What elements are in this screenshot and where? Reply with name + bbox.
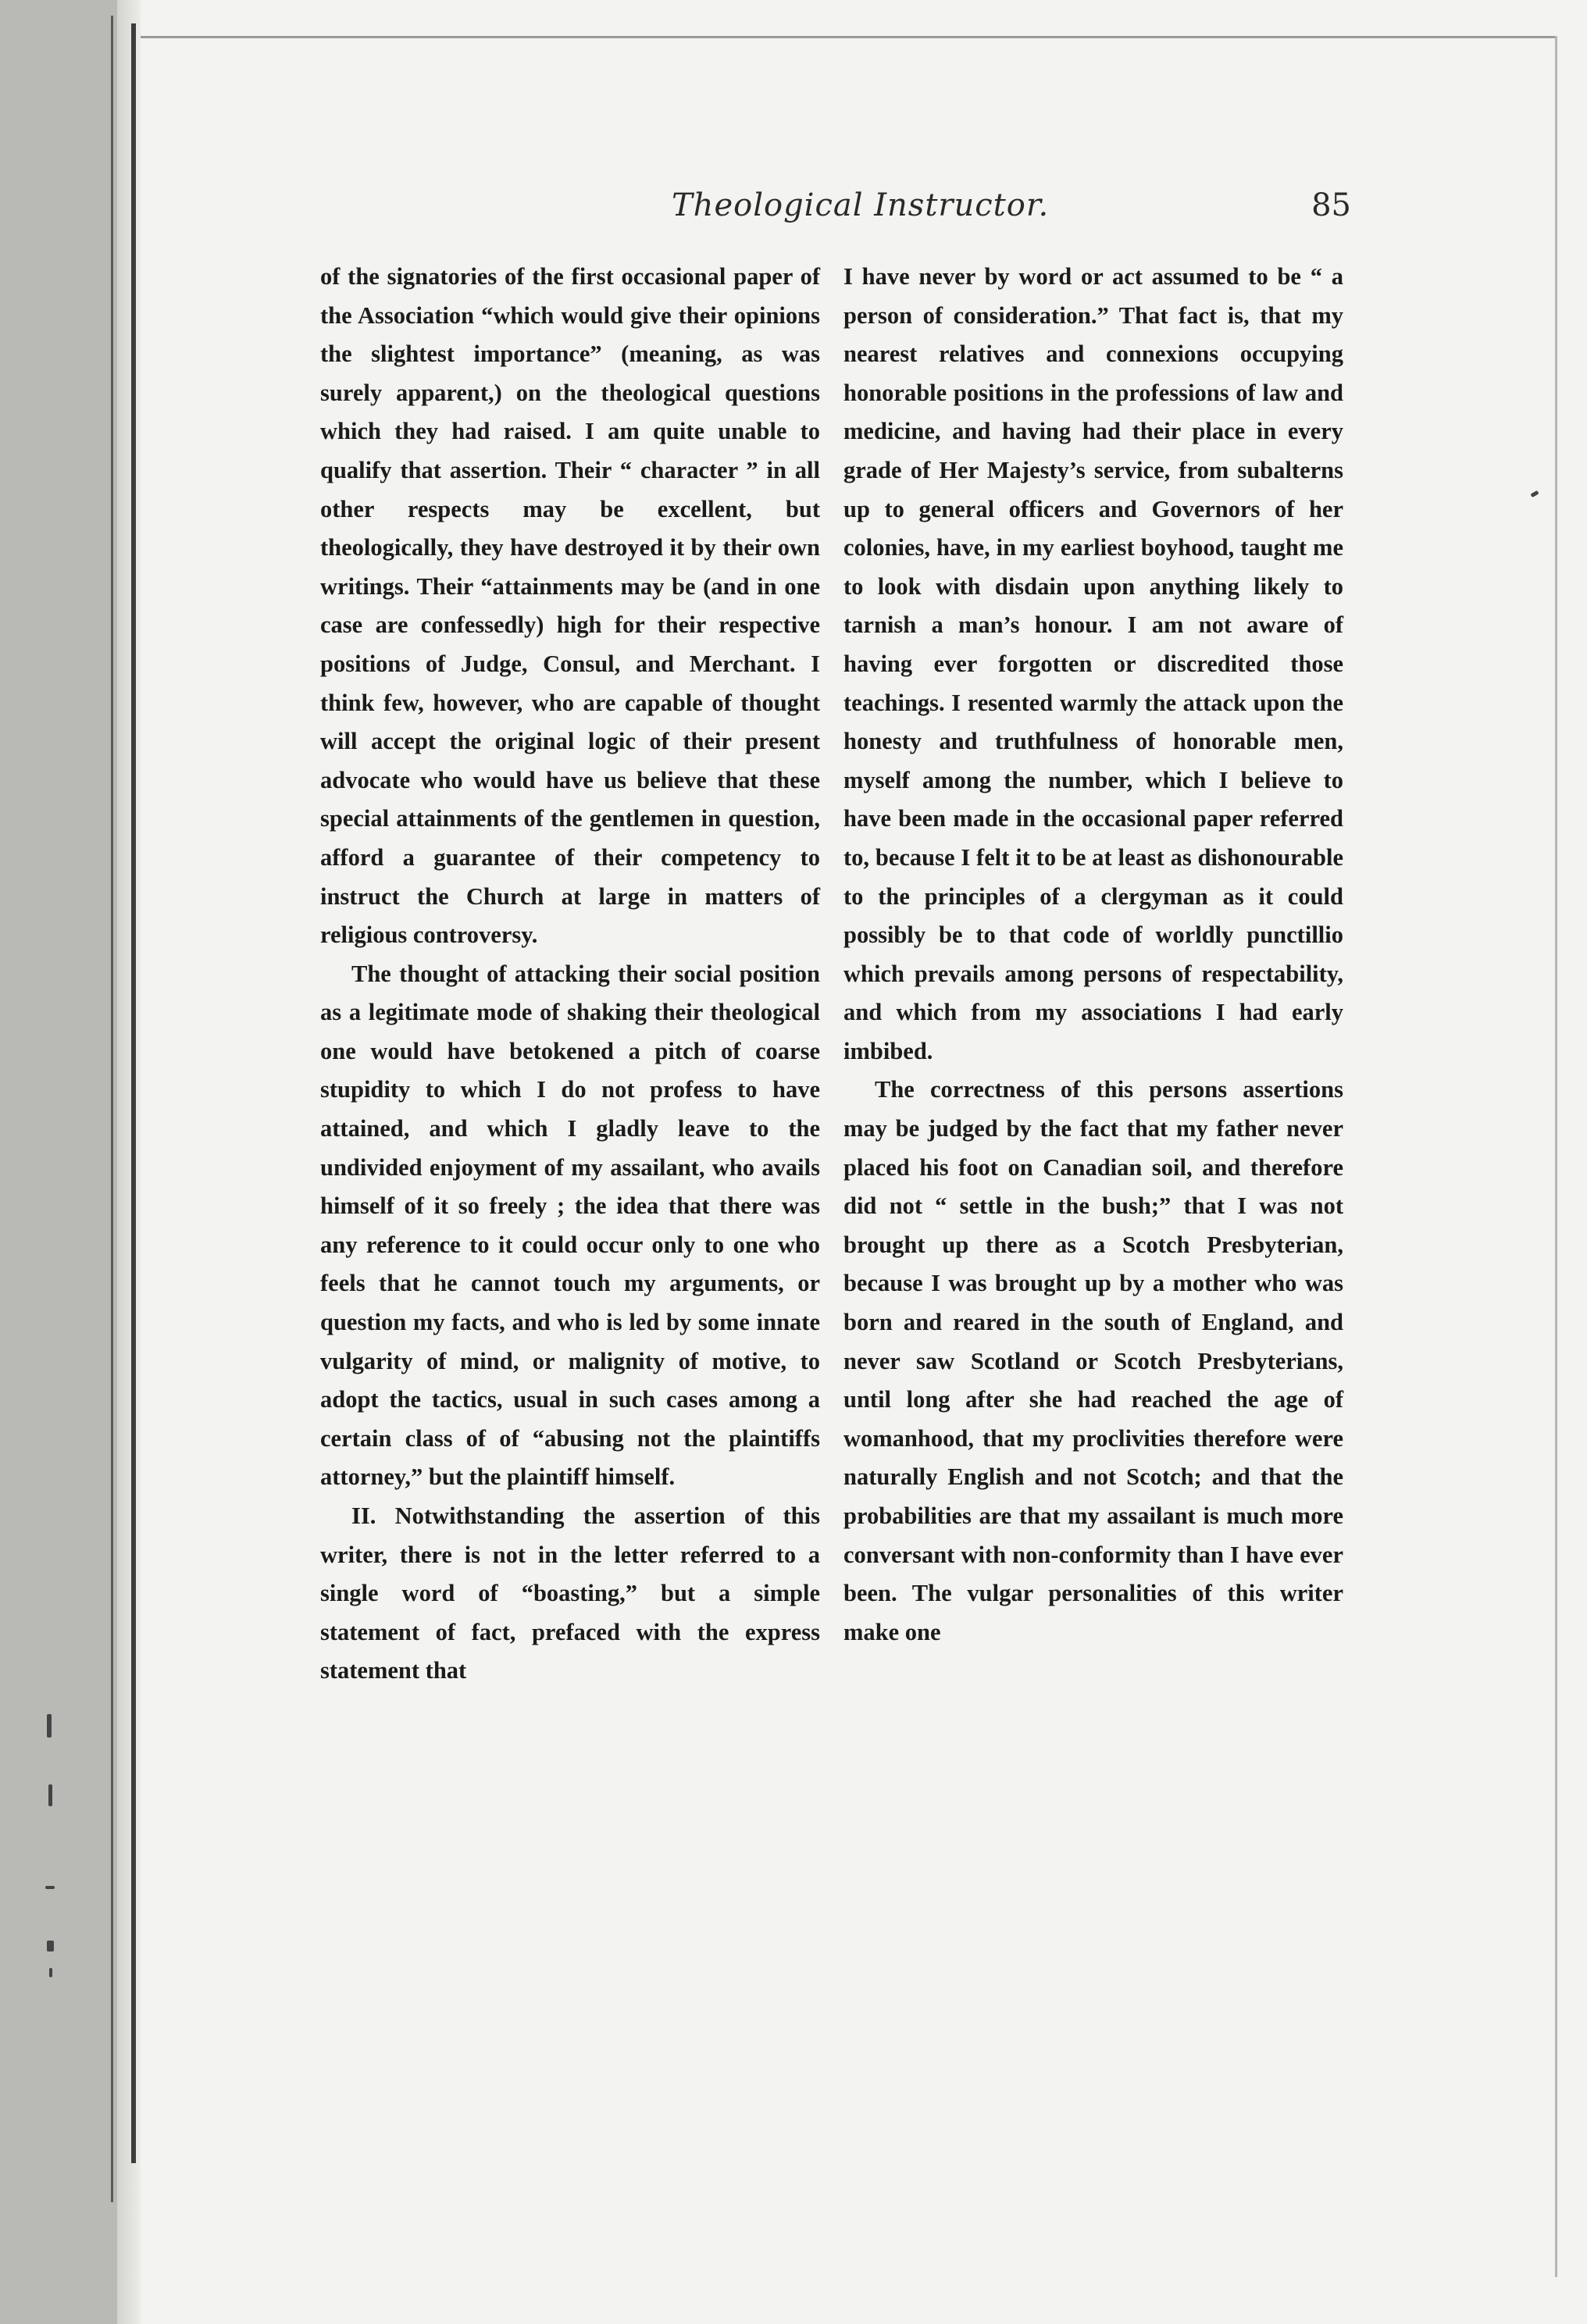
gutter-edge-outer [111, 16, 113, 2202]
paragraph: of the signatories of the first occasional paper of the Association “which would give their opinions the slightest importance” (meaning, as was surely apparent,) on the theological questions which they had raised. I am quite unable to qualify that assertion. Their “ character ” in all other respects may be excellent, but theologically, they have destroyed it by their own writings. Their “attainments may be (and in one case are confessedly) high for their respective positions of Judge, Consul, and Merchant. I think few, however, who are capable of thought will accept the original logic of their present advocate who would have us believe that these special attainments of the gentlemen in question, afford a guarantee of their competency to instruct the Church at large in matters of religious controversy. [320, 263, 820, 949]
margin-mark [48, 1784, 52, 1806]
paragraph: I have never by word or act assumed to be “ a person of consideration.” That fact is, that my nearest relatives and connexions occupying honorable positions in the professions of law and medicine, and having had their place in every grade of Her Majesty’s service, from subalterns up to general officers and Governors of her colonies, have, in my earliest boyhood, taught me to look with disdain upon anything likely to tarnish a man’s honour. I am not aware of having ever forgotten or discredited those teachings. I resented warmly the attack upon the honesty and truthfulness of honorable men, myself among the number, which I believe to have been made in the occasional paper referred to, because I felt it to be at least as dishonourable to the principles of a clergyman as it could possibly be to that code of worldly punctillio which prevails among persons of respectability, and which from my associations I had early imbibed. [843, 263, 1343, 1064]
running-title: Theological Instructor. [672, 187, 1050, 223]
gutter-edge-inner [131, 23, 136, 2163]
right-text-column [843, 258, 1343, 1652]
left-text-column [320, 258, 820, 1691]
book-spine-shadow [0, 0, 117, 2324]
margin-mark [49, 1968, 52, 1977]
margin-mark [45, 1886, 55, 1889]
margin-mark [47, 1941, 54, 1952]
paragraph: II. Notwithstanding the assertion of this writer, there is not in the letter referred to a single word of “boasting,” but a simple statement of fact, prefaced with the express statement that [320, 1502, 820, 1684]
page-header [312, 187, 1351, 242]
page-top-edge [141, 36, 1556, 38]
page-number: 85 [1311, 187, 1351, 223]
page-right-edge [1555, 36, 1557, 2277]
paragraph: The thought of attacking their social position as a legitimate mode of shaking their theological one would have betokened a pitch of coarse stupidity to which I do not profess to have attained, and which I gladly leave to the undivided enjoyment of my assailant, who avails himself of it so freely ; the idea that there was any reference to it could occur only to one who feels that he cannot touch my arguments, or question my facts, and who is led by some innate vulgarity of mind, or malignity of motive, to adopt the tactics, usual in such cases among a certain class of of “abusing not the plaintiffs attorney,” but the plaintiff himself. [320, 960, 820, 1491]
margin-mark [47, 1714, 52, 1738]
margin-mark [1530, 490, 1539, 497]
paragraph: The correctness of this persons assertions may be judged by the fact that my father never placed his foot on Canadian soil, and therefore did not “ settle in the bush;” that I was not brought up there as a Scotch Presbyterian, because I was brought up by a mother who was born and reared in the south of England, and never saw Scotland or Scotch Presbyterians, until long after she had reached the age of womanhood, that my proclivities therefore were naturally English and not Scotch; and that the probabilities are that my assailant is much more conversant with non-conformity than I have ever been. The vulgar personalities of this writer make one [843, 1076, 1343, 1645]
